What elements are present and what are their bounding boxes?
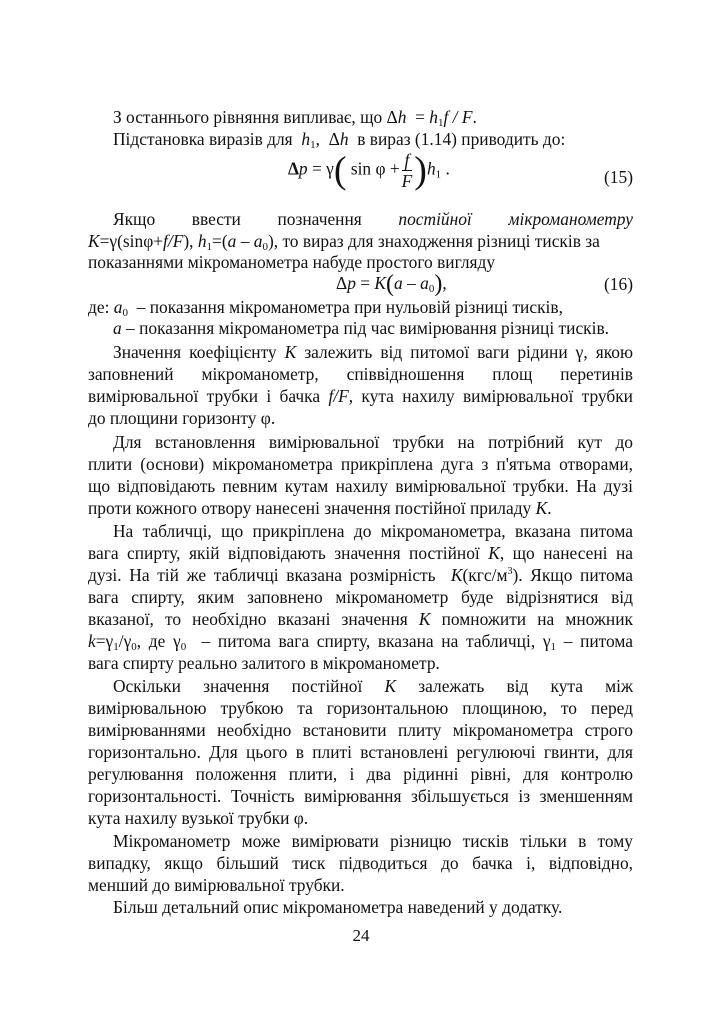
text-line-4: Якщо ввести позначення постійної мікроманометру: [113, 209, 633, 229]
text-line-2: Підстановка виразів для $h_1$, Δh в вираз (1.14) приводить до:: [113, 129, 566, 151]
text-line-30: горизонтальності. Точність вимірювання збільшується із зменшенням: [88, 786, 633, 806]
text-line-14: Для встановлення вимірювальної трубки на потрібний кут до: [113, 432, 633, 452]
text-line-8: де: $a_0$ – показання мікроманометра при нульовій різниці тисків,: [88, 297, 563, 319]
text-line-10: Значення коефіцієнту K залежить від питомої ваги рідини γ, якою: [113, 342, 633, 362]
text-line-29: регулювання положення плити, і два рідинні рівні, для контролю: [88, 764, 633, 784]
text-line-11: заповнений мікроманометр, співвідношення площ перетинів: [88, 364, 633, 384]
text-line-20: дузі. На тій же табличці вказана розмірність $K(кгс/м^3)$. Якщо питома: [88, 565, 634, 585]
text-line-18: На табличці, що прикріплена до мікроманометра, вказана питома: [113, 521, 633, 541]
text-line-21: вага спирту, яким заповнено мікроманометр буде відрізнятися від: [88, 587, 633, 607]
text-line-26: вимірювальною трубкою та горизонтальною площиною, то перед: [88, 698, 633, 718]
text-line-24: вага спирту реально залитого в мікроманометр.: [88, 653, 440, 673]
text-line-6: показаннями мікроманометра набуде простого вигляду: [88, 252, 496, 272]
equation-15-number: (15): [604, 167, 633, 187]
text-line-16: що відповідають певним кутам нахилу вимірювальної трубки. На дузі: [88, 476, 633, 496]
equation-16: $\Delta p = K(a - a_0)$,: [336, 271, 447, 297]
page-number: 24: [352, 926, 370, 945]
text-line-28: горизонтально. Для цього в плиті встановлені регулюючі гвинти, для: [88, 742, 633, 762]
equation-16-number: (16): [604, 274, 633, 294]
text-line-32: Мікроманометр може вимірювати різницю тисків тільки в тому: [113, 831, 633, 851]
text-line-17: проти кожного отвору нанесені значення постійної приладу K.: [88, 498, 552, 518]
text-line-12: вимірювальної трубки і бачка f/F, кута нахилу вимірювальної трубки: [88, 386, 633, 406]
text-line-27: вимірюваннями необхідно встановити плиту мікроманометра строго: [88, 720, 633, 740]
text-line-1: З останнього рівняння випливає, що $\Delta h = h_1f / F$.: [113, 107, 477, 129]
text-line-5: K=γ(sinφ+f/F), $h_1=(a - a_0)$, то вираз для знаходження різниці тисків за: [88, 231, 600, 253]
text-line-23: $k=\gamma_1/\gamma_0$, де $\gamma_0$ – питома вага спирту, вказана на табличці, $\gamma_1$ – питома: [88, 631, 634, 653]
text-line-31: кута нахилу вузької трубки φ.: [88, 808, 309, 828]
text-line-22: вказаної, то необхідно вказані значення K помножити на множник: [88, 609, 633, 629]
text-line-19: вага спирту, якій відповідають значення постійної K, що нанесені на: [88, 543, 633, 563]
text-line-35: Більш детальний опис мікроманометра наведений у додатку.: [113, 897, 563, 917]
text-line-25: Оскільки значення постійної K залежать від кута між: [113, 676, 633, 696]
equation-15: Δp = γ( sin φ + $\frac{f}{F}$ )$h_1$ .: [288, 149, 450, 192]
text-line-34: менший до вимірювальної трубки.: [88, 875, 345, 895]
text-line-13: до площини горизонту φ.: [88, 408, 276, 428]
text-line-9: a – показання мікроманометра під час вимірювання різниці тисків.: [113, 318, 609, 338]
text-line-15: плити (основи) мікроманометра прикріплена дуга з п'ятьма отворами,: [88, 454, 633, 474]
text-line-33: випадку, якщо більший тиск підводиться до бачка і, відповідно,: [88, 853, 633, 873]
